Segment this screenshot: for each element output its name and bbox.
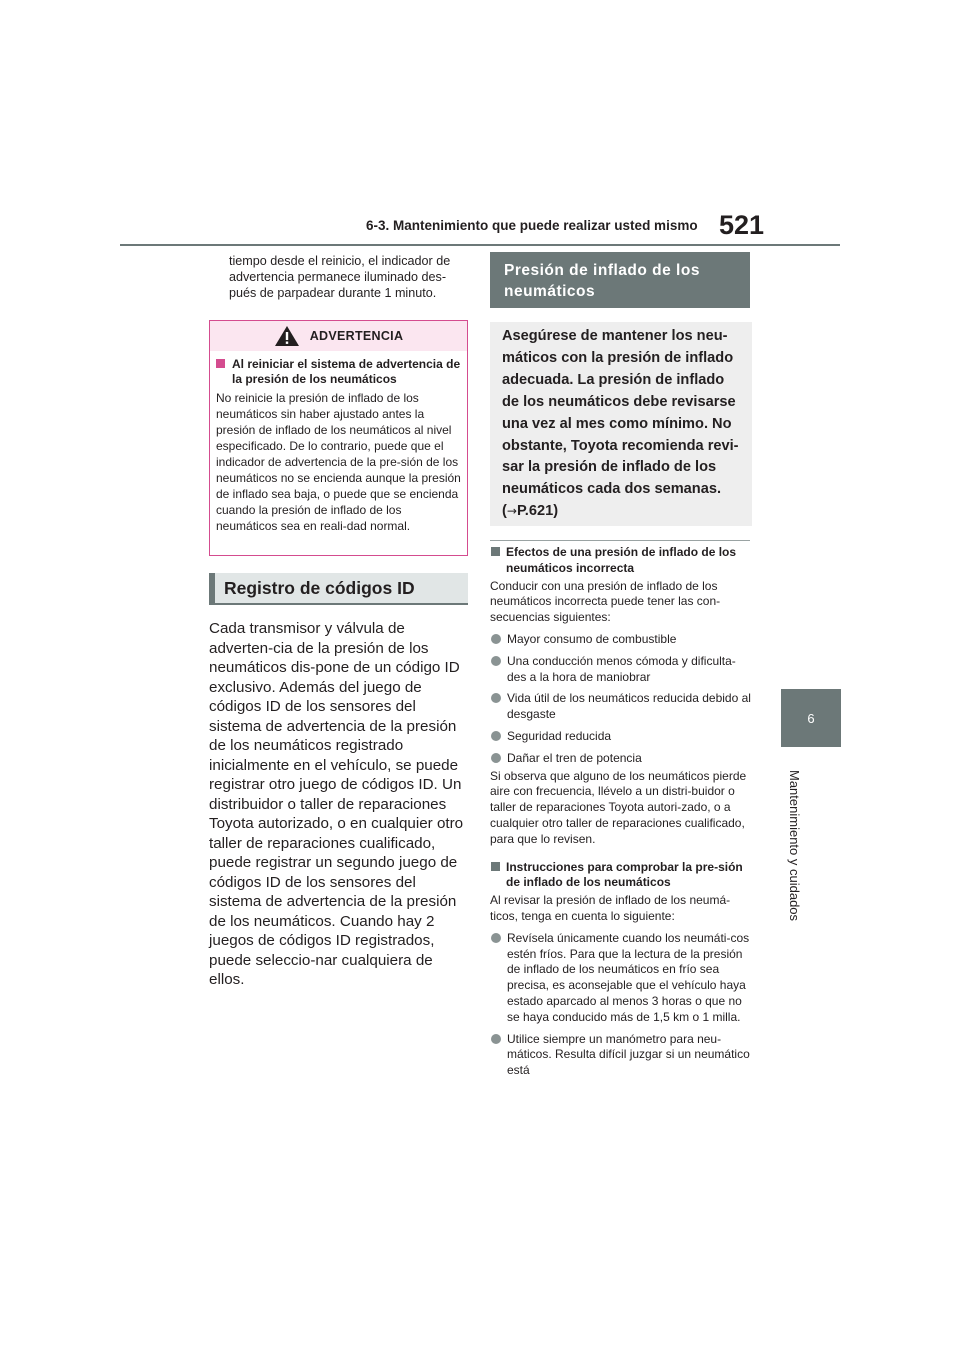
bullet-dot-icon bbox=[491, 656, 501, 666]
bullet-dot-icon bbox=[491, 693, 501, 703]
efectos-note: Si observa que alguno de los neumáticos pierde aire con frecuencia, llévelo a un distri-buidor o taller de reparaciones Toyota autori-zado, o a cualquier otro taller de reparaciones cualificado, para que lo revisen. bbox=[490, 768, 747, 846]
list-item-text: Seguridad reducida bbox=[507, 728, 612, 743]
instrucciones-heading bbox=[490, 860, 753, 892]
list-item bbox=[490, 931, 753, 1026]
efectos-heading bbox=[490, 545, 753, 577]
list-item-text: Revísela únicamente cuando los neumáti-cos estén fríos. Para que la lectura de la presión de inflado de los neumáticos en frío sea precisa, es aconsejable que el vehículo haya estado aparcado al menos 3 horas o que no se haya conducido más de 1,5 km o 1 milla. bbox=[507, 930, 750, 1024]
registro-heading: Registro de códigos ID bbox=[209, 573, 468, 605]
list-item-text: Una conducción menos cómoda y dificulta-des a la hora de maniobrar bbox=[507, 653, 736, 684]
list-item-text: Vida útil de los neumáticos reducida debido al desgaste bbox=[507, 691, 751, 722]
header-rule bbox=[120, 244, 840, 246]
list-item bbox=[490, 751, 753, 767]
list-item bbox=[490, 632, 753, 648]
warning-body: No reinicie la presión de inflado de los neumáticos sin haber ajustado antes la presión de inflado de los neumáticos al nivel especificado. De lo contrario, puede que el indicador de advertencia de la pre-sión de los neumáticos no se encienda aunque la presión de inflado sea baja, o puede que se encienda cuando la presión de inflado de los neumáticos sea en reali-dad normal. bbox=[216, 391, 461, 533]
square-bullet-icon bbox=[491, 862, 500, 871]
section-title: 6-3. Mantenimiento que puede realizar usted mismo bbox=[366, 218, 698, 233]
registro-body: Cada transmisor y válvula de adverten-cia de la presión de los neumáticos dis-pone de un código ID exclusivo. Además del juego de códigos ID de los sensores del sistema de advertencia de la presión de los neumáticos registrado inicialmente en el vehículo, se puede registrar otro juego de códigos ID. Un distribuidor o taller de reparaciones Toyota autorizado, o en cualquier otro taller de reparaciones cualificado, puede registrar un segundo juego de códigos ID de los sensores del sistema de advertencia de la presión de los neumáticos. Cuando hay 2 juegos de códigos ID registrados, puede seleccio-nar cualquiera de ellos. bbox=[209, 620, 464, 988]
warning-heading bbox=[216, 357, 461, 387]
presion-intro-text: Asegúrese de mantener los neu-máticos con la presión de inflado adecuada. La presión de inflado de los neumáticos debe revisarse una vez al mes como mínimo. No obstante, Toyota recomienda revi-sar la presión de inflado de los neumáticos cada dos semanas. bbox=[502, 328, 739, 498]
list-item-text: Utilice siempre un manómetro para neu-máticos. Resulta difícil juzgar si un neumático está bbox=[507, 1031, 750, 1078]
bullet-dot-icon bbox=[491, 933, 501, 943]
reference-page: P.621) bbox=[516, 503, 559, 520]
list-item bbox=[490, 1032, 753, 1079]
efectos-intro: Conducir con una presión de inflado de los neumáticos incorrecta puede tener las con-secuencias siguientes: bbox=[490, 578, 721, 625]
list-item-text: Dañar el tren de potencia bbox=[507, 750, 642, 765]
instrucciones-heading-text: Instrucciones para comprobar la pre-sión de inflado de los neumáticos bbox=[506, 859, 743, 890]
list-item bbox=[490, 691, 753, 723]
warning-triangle-icon bbox=[274, 325, 300, 347]
reference-arrow-icon: → bbox=[506, 504, 517, 519]
presion-intro-box bbox=[490, 322, 752, 526]
warning-label: ADVERTENCIA bbox=[309, 329, 404, 343]
bullet-dot-icon bbox=[491, 1034, 501, 1044]
bullet-dot-icon bbox=[491, 753, 501, 763]
list-item-text: Mayor consumo de combustible bbox=[507, 631, 677, 646]
square-bullet-icon bbox=[216, 359, 225, 368]
right-body bbox=[490, 545, 753, 1079]
chapter-number: 6 bbox=[807, 710, 815, 726]
chapter-tab bbox=[781, 689, 841, 747]
list-item bbox=[490, 729, 753, 745]
efectos-heading-text: Efectos de una presión de inflado de los neumáticos incorrecta bbox=[506, 545, 737, 575]
page-number: 521 bbox=[719, 210, 765, 240]
warning-header bbox=[210, 321, 467, 351]
instrucciones-intro: Al revisar la presión de inflado de los neumá-ticos, tenga en cuenta lo siguiente: bbox=[490, 893, 731, 923]
bullet-dot-icon bbox=[491, 731, 501, 741]
bullet-dot-icon bbox=[491, 634, 501, 644]
square-bullet-icon bbox=[491, 547, 500, 556]
reference-open-paren: ( bbox=[502, 503, 507, 520]
chapter-title: Mantenimiento y cuidados bbox=[787, 770, 802, 922]
list-item bbox=[490, 654, 753, 686]
continuation-text: tiempo desde el reinicio, el indicador de advertencia permanece iluminado des-pués de parpadear durante 1 minuto. bbox=[229, 254, 451, 300]
warning-heading-text: Al reiniciar el sistema de advertencia de la presión de los neumáticos bbox=[232, 357, 461, 386]
page-reference[interactable] bbox=[502, 503, 558, 519]
section-divider bbox=[490, 540, 750, 541]
warning-box bbox=[209, 320, 468, 556]
presion-heading: Presión de inflado de los neumáticos bbox=[490, 252, 750, 308]
